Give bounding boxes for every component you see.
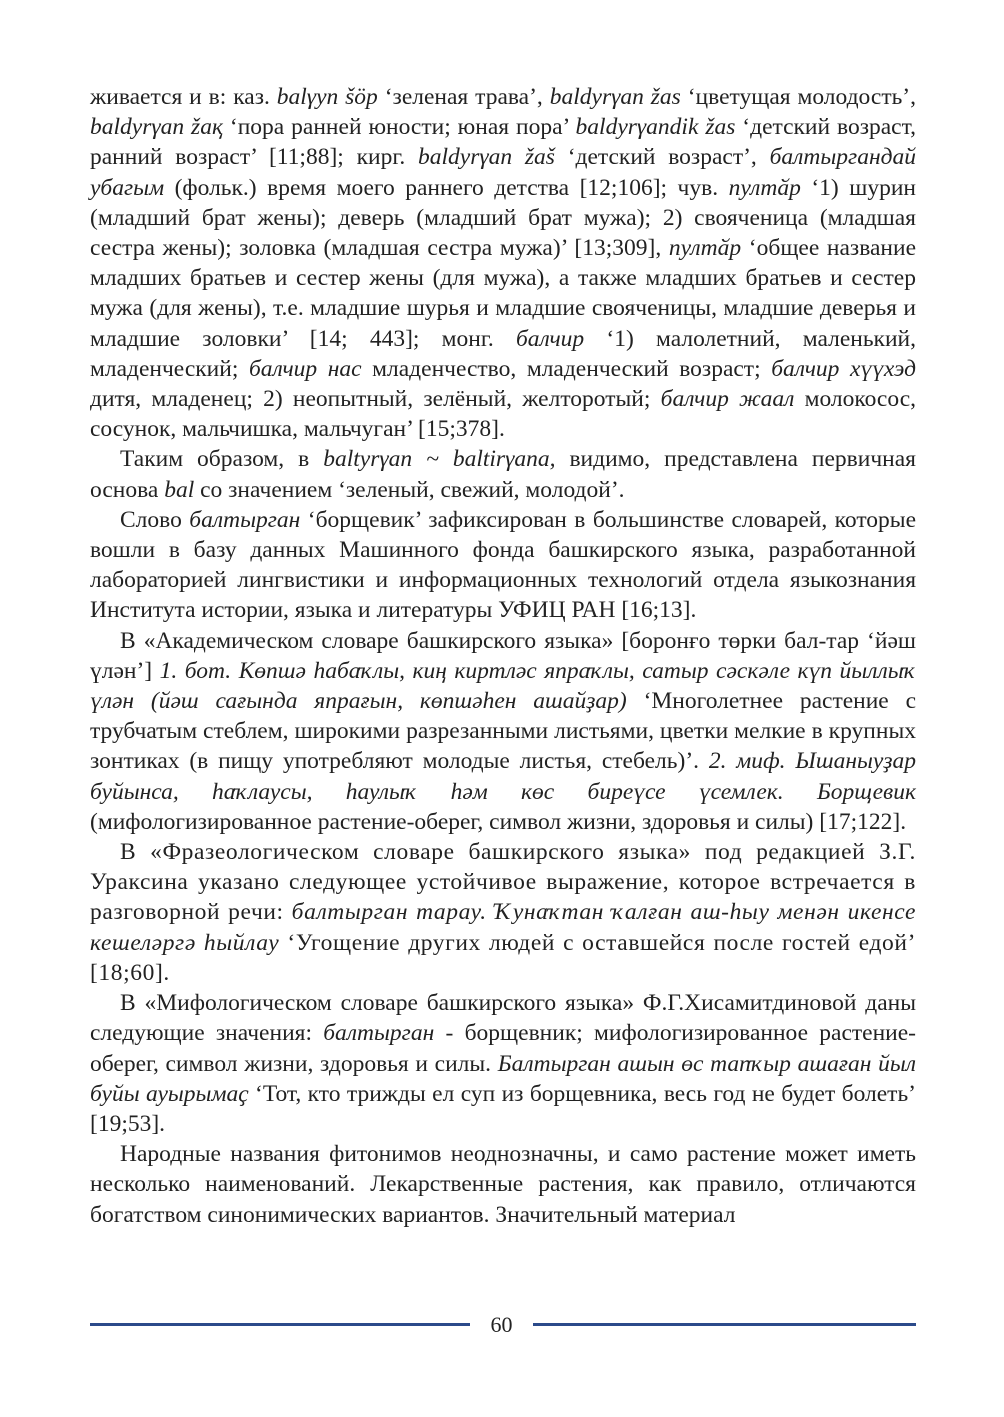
italic-term: балтырган: [323, 1020, 435, 1047]
page-number: 60: [490, 1312, 513, 1337]
italic-term: балтырган тарау. Ҡунаҡтан ҡалған аш-һыу менән икенсе кешеләргә һыйлау: [90, 899, 916, 956]
italic-term: 1. бот. Көпшә һабаҡлы, киң киртләс япраҡлы, сатыр сәскәле күп йыллыҡ үлән (йәш сағында япрағын, көпшәһен ашайҙар): [90, 657, 916, 715]
text-run: ‘зеленая трава’,: [377, 84, 550, 110]
italic-term: балчир хүүхэд: [771, 355, 916, 382]
paragraph: [90, 1139, 916, 1230]
text-run: ‘Многолетнее растение с трубчатым стеблем, широкими разрезанными листьями, цветки мелкие в крупных зонтиках (в пищу употребляют молодые листья, стебель)’.: [90, 688, 916, 775]
text-run: Таким образом, в: [120, 446, 324, 473]
text-run: ‘1) малолетний, маленький, младенческий;: [90, 325, 916, 382]
italic-term: балчир нас: [248, 355, 362, 382]
italic-term: Балтырган ашын өс тапҡыр ашаған йыл буйы ауырымаҫ: [90, 1050, 917, 1107]
paragraph: [90, 505, 916, 626]
paragraph: [90, 82, 916, 444]
text-run: ‘детский возраст’,: [554, 144, 770, 171]
italic-term: пултӑр: [668, 235, 742, 262]
italic-term: baltyrγan ~ baltirγana,: [323, 446, 556, 473]
text-run: В «Фразеологическом словаре башкирского языка» под редакцией З.Г. Ураксина указано следующее устойчивое выражение, которое встречается в разговорной речи:: [90, 839, 916, 926]
italic-term: baldyrγan žas: [549, 84, 681, 110]
text-run: дитя, младенец; 2) неопытный, зелёный, желторотый;: [90, 386, 661, 413]
text-run: В «Академическом словаре башкирского языка» [боронғо төрки бал-тар ‘йәш үлән’]: [90, 627, 916, 684]
text-run: (мифологизированное растение-оберег, символ жизни, здоровья и силы) [17;122].: [90, 808, 907, 835]
text-run: Народные названия фитонимов неоднозначны, и само растение может иметь несколько наименований. Лекарственные растения, как правило, отличаются богатством синонимических вариантов. Значительный материал: [90, 1141, 916, 1228]
text-run: ‘пора ранней юности; юная пора’: [222, 114, 576, 141]
italic-term: baldyrγan žaқ: [90, 114, 223, 141]
paragraph: [90, 988, 916, 1139]
text-run: В «Мифологическом словаре башкирского языка» Ф.Г.Хисамитдиновой даны следующие значения:: [90, 990, 916, 1047]
body-text: [90, 82, 916, 1230]
text-run: Слово: [120, 506, 190, 533]
footer-rule-right: [533, 1323, 916, 1326]
text-run: ‘Тот, кто трижды ел суп из борщевника, весь год не будет болеть’ [19;53].: [90, 1080, 916, 1137]
italic-term: балчир: [515, 325, 585, 352]
italic-term: 2. миф. Ышаныуҙар буйынса, һаҡлаусы, һаулыҡ һәм көс биреүсе үсемлек. Борщевик: [90, 748, 916, 805]
italic-term: пултӑр: [728, 174, 801, 201]
text-run: ‘Угощение других людей с оставшейся после гостей едой’ [18;60].: [90, 929, 916, 986]
italic-term: bal: [164, 476, 195, 503]
footer-rule-left: [90, 1323, 470, 1326]
text-run: живается и в: каз.: [90, 84, 277, 110]
text-run: ‘1) шурин (младший брат жены); деверь (младший брат мужа); 2) свояченица (младшая сестра жены); золовка (младшая сестра мужа)’ [13;309],: [90, 174, 916, 262]
text-run: младенчество, младенческий возраст;: [361, 355, 772, 382]
text-run: молокосос, сосунок, мальчишка, мальчуган’ [15;378].: [90, 386, 916, 443]
italic-term: baldyrγan žaš: [417, 144, 555, 171]
italic-term: балчир жаал: [660, 386, 795, 413]
text-run: ‘борщевик’ зафиксирован в большинстве словарей, которые вошли в базу данных Машинного фонда башкирского языка, разработанной лабораторией лингвистики и информационных технологий отдела языкознания Института истории, языка и литературы УФИЦ РАН [16;13].: [90, 506, 917, 624]
italic-term: balγyn šöp: [276, 84, 378, 110]
text-run: (фольк.) время моего раннего детства [12;106]; чув.: [164, 174, 729, 201]
text-run: ‘общее название младших братьев и сестер жены (для мужа), а также младших братьев и сестер мужа (для жены), т.е. младшие шурья и младшие свояченицы, младшие деверья и младшие золовки’ [14; 443]; монг.: [90, 235, 916, 352]
paragraph: [90, 837, 916, 988]
text-run: со значением ‘зеленый, свежий, молодой’.: [194, 476, 625, 503]
text-run: ‘детский возраст, ранний возраст’ [11;88]; кирг.: [90, 114, 916, 171]
paragraph: [90, 626, 916, 837]
italic-term: балтырган: [189, 506, 301, 533]
text-run: - борщевник; мифологизированное растение-оберег, символ жизни, здоровья и силы.: [90, 1020, 916, 1077]
page-footer: [90, 1310, 916, 1340]
italic-term: балтыргандай убагым: [90, 144, 917, 201]
text-run: ‘цветущая молодость’,: [680, 84, 917, 110]
italic-term: baldyrγandik žas: [575, 114, 736, 141]
text-run: видимо, представлена первичная основа: [90, 446, 916, 503]
paragraph: [90, 444, 916, 504]
